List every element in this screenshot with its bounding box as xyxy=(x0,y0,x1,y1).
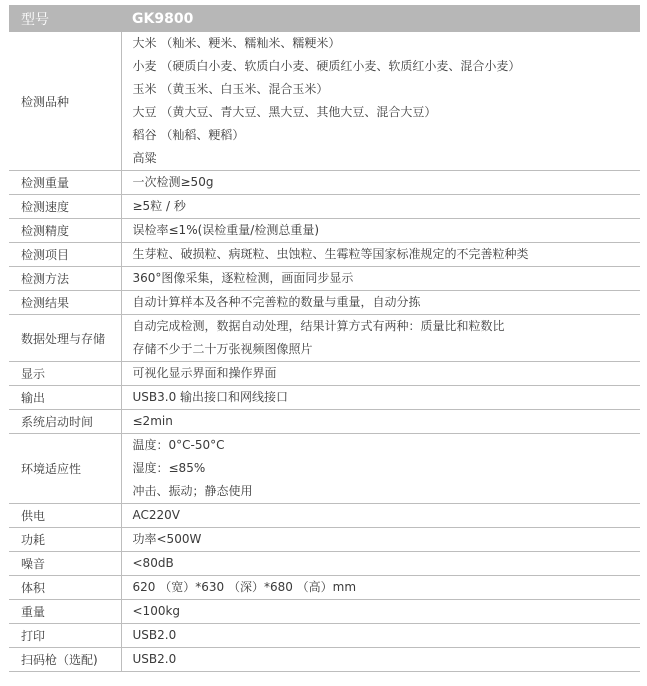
spec-row xyxy=(9,315,640,362)
spec-value xyxy=(121,267,640,291)
spec-value xyxy=(121,171,640,195)
spec-row xyxy=(9,410,640,434)
spec-value xyxy=(121,434,640,504)
spec-row xyxy=(9,362,640,386)
spec-value-line: 高粱 xyxy=(132,151,157,165)
spec-value-line: 功率<500W xyxy=(132,532,202,546)
spec-key: 检测重量 xyxy=(9,171,121,195)
spec-row xyxy=(9,648,640,672)
spec-key: 体积 xyxy=(9,576,121,600)
spec-key: 检测速度 xyxy=(9,195,121,219)
spec-value-line: <100kg xyxy=(132,604,181,618)
spec-table xyxy=(9,5,640,672)
header-row xyxy=(9,5,640,32)
spec-value xyxy=(121,528,640,552)
spec-key: 系统启动时间 xyxy=(9,410,121,434)
spec-value xyxy=(121,648,640,672)
spec-key: 供电 xyxy=(9,504,121,528)
spec-value-line: 620 （宽）*630 （深）*680 （高）mm xyxy=(132,580,357,594)
spec-value xyxy=(121,624,640,648)
spec-value xyxy=(121,386,640,410)
spec-row xyxy=(9,171,640,195)
spec-value-line: 大豆 （黄大豆、青大豆、黑大豆、其他大豆、混合大豆） xyxy=(132,105,437,119)
spec-value-line: 大米 （籼米、粳米、糯籼米、糯粳米） xyxy=(132,36,341,50)
spec-row xyxy=(9,576,640,600)
spec-value xyxy=(121,243,640,267)
spec-value xyxy=(121,552,640,576)
spec-value xyxy=(121,576,640,600)
spec-key: 输出 xyxy=(9,386,121,410)
spec-value-line: 存储不少于二十万张视频图像照片 xyxy=(132,342,313,356)
spec-value xyxy=(121,291,640,315)
spec-row xyxy=(9,386,640,410)
spec-value-line: USB3.0 输出接口和网线接口 xyxy=(132,390,289,404)
spec-value xyxy=(121,410,640,434)
spec-key: 显示 xyxy=(9,362,121,386)
spec-value-line: 可视化显示界面和操作界面 xyxy=(132,366,277,380)
spec-value-line: USB2.0 xyxy=(132,628,177,642)
spec-key: 扫码枪（选配) xyxy=(9,648,121,672)
spec-row xyxy=(9,195,640,219)
spec-key: 功耗 xyxy=(9,528,121,552)
spec-row xyxy=(9,600,640,624)
spec-key: 检测精度 xyxy=(9,219,121,243)
spec-value-line: 误检率≤1%(误检重量/检测总重量) xyxy=(132,223,319,237)
spec-value-line: 360°图像采集，逐粒检测，画面同步显示 xyxy=(132,271,354,285)
spec-value xyxy=(121,219,640,243)
spec-value-line: 冲击、振动；静态使用 xyxy=(132,484,253,498)
spec-row xyxy=(9,243,640,267)
spec-row xyxy=(9,267,640,291)
spec-table-body xyxy=(9,5,640,672)
spec-row xyxy=(9,528,640,552)
spec-key: 重量 xyxy=(9,600,121,624)
header-label: 型号 xyxy=(9,5,121,32)
spec-value-line: ≤2min xyxy=(132,414,173,428)
spec-value xyxy=(121,195,640,219)
spec-value-line: 自动计算样本及各种不完善粒的数量与重量，自动分拣 xyxy=(132,295,421,309)
spec-row xyxy=(9,624,640,648)
spec-key: 检测结果 xyxy=(9,291,121,315)
spec-key: 打印 xyxy=(9,624,121,648)
spec-value xyxy=(121,362,640,386)
spec-value-line: 一次检测≥50g xyxy=(132,175,214,189)
spec-row xyxy=(9,552,640,576)
spec-value-line: ≥5粒 / 秒 xyxy=(132,199,186,213)
spec-value-line: 温度：0°C-50°C xyxy=(132,438,225,452)
spec-key: 检测方法 xyxy=(9,267,121,291)
spec-value xyxy=(121,32,640,171)
spec-key: 数据处理与存储 xyxy=(9,315,121,362)
spec-key: 环境适应性 xyxy=(9,434,121,504)
spec-row xyxy=(9,219,640,243)
spec-row xyxy=(9,291,640,315)
spec-row xyxy=(9,434,640,504)
spec-key: 检测项目 xyxy=(9,243,121,267)
spec-value-line: 湿度：≤85% xyxy=(132,461,206,475)
spec-value xyxy=(121,315,640,362)
spec-value-line: USB2.0 xyxy=(132,652,177,666)
spec-value-line: AC220V xyxy=(132,508,180,522)
spec-value-line: 稻谷 （籼稻、粳稻） xyxy=(132,128,245,142)
spec-value xyxy=(121,504,640,528)
spec-value-line: 玉米 （黄玉米、白玉米、混合玉米） xyxy=(132,82,329,96)
spec-value xyxy=(121,600,640,624)
spec-key: 噪音 xyxy=(9,552,121,576)
spec-value-line: 自动完成检测，数据自动处理，结果计算方式有两种：质量比和粒数比 xyxy=(132,319,505,333)
spec-value-line: 小麦 （硬质白小麦、软质白小麦、硬质红小麦、软质红小麦、混合小麦） xyxy=(132,59,521,73)
spec-key: 检测品种 xyxy=(9,32,121,171)
spec-row xyxy=(9,504,640,528)
spec-row xyxy=(9,32,640,171)
spec-value-line: <80dB xyxy=(132,556,174,570)
header-model: GK9800 xyxy=(121,5,640,32)
spec-value-line: 生芽粒、破损粒、病斑粒、虫蚀粒、生霉粒等国家标准规定的不完善粒种类 xyxy=(132,247,529,261)
